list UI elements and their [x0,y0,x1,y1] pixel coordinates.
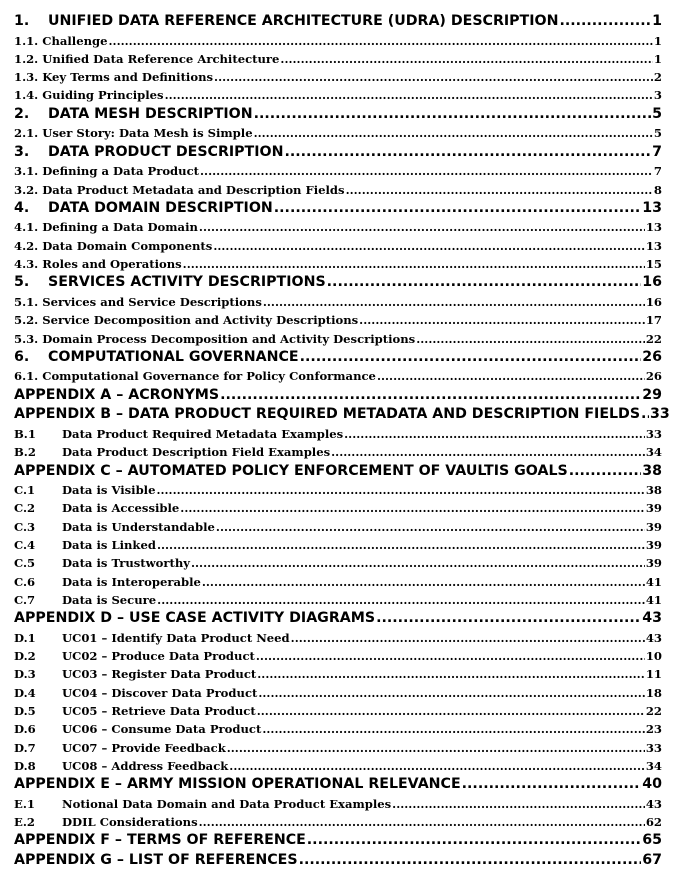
toc-entry-page-number: 26 [645,369,662,384]
toc-entry[interactable] [14,237,662,255]
dot-leader [263,293,645,311]
toc-entry-number: 4. [14,199,30,216]
toc-entry-title: Data Product Description Field Examples [62,445,331,460]
dot-leader [165,86,653,104]
dot-leader [359,311,645,329]
toc-entry-title: Guiding Principles [42,88,164,103]
toc-entry-title: UC07 – Provide Feedback [62,740,226,755]
toc-entry[interactable] [14,720,662,738]
toc-entry-page-number: 33 [650,406,670,423]
dot-leader [344,425,645,443]
toc-entry-page-number: 22 [645,331,662,346]
toc-entry-title: DDIL Considerations [62,815,198,830]
toc-entry-page-number: 2 [653,70,662,85]
toc-entry[interactable] [14,739,662,757]
toc-entry-page-number: 67 [642,851,662,868]
dot-leader [641,405,649,425]
dot-leader [257,665,645,683]
toc-entry-title: APPENDIX B – DATA PRODUCT REQUIRED METADATA AND DESCRIPTION FIELDS [14,406,641,423]
dot-leader [280,50,653,68]
toc-entry[interactable] [14,795,662,813]
dot-leader [327,273,642,293]
toc-entry-title: Unified Data Reference Architecture [42,51,280,66]
toc-entry[interactable] [14,293,662,311]
dot-leader [157,536,645,554]
toc-entry-page-number: 43 [645,796,662,811]
toc-entry-page-number: 7 [652,143,662,160]
toc-entry-title: Data is Understandable [62,519,215,534]
dot-leader [346,181,653,199]
toc-entry-title: UC08 – Address Feedback [62,758,229,773]
toc-entry[interactable] [14,499,662,517]
toc-entry[interactable] [14,591,662,609]
toc-entry-title: UC06 – Consume Data Product [62,722,262,737]
toc-entry-number: D.3 [14,667,36,682]
toc-entry-number: 5.1. [14,294,39,309]
dot-leader [200,162,653,180]
toc-entry-page-number: 17 [645,313,662,328]
toc-entry-page-number: 3 [653,88,662,103]
toc-entry-page-number: 43 [645,630,662,645]
dot-leader [229,757,645,775]
toc-entry-page-number: 38 [642,462,662,479]
toc-entry-page-number: 1 [653,51,662,66]
toc-entry-title: UC03 – Register Data Product [62,667,257,682]
toc-entry[interactable] [14,702,662,720]
dot-leader [199,813,645,831]
dot-leader [180,499,645,517]
toc-entry-page-number: 39 [645,501,662,516]
dot-leader [377,367,645,385]
toc-entry[interactable] [14,813,662,831]
toc-entry-title: Data Domain Components [42,238,213,253]
toc-entry-title: Defining a Data Product [42,164,200,179]
toc-entry[interactable] [14,518,662,536]
dot-leader [559,12,651,32]
toc-entry[interactable] [14,554,662,572]
toc-entry-number: 2.1. [14,126,39,141]
toc-entry[interactable] [14,481,662,499]
dot-leader [220,386,641,406]
toc-entry-number: D.1 [14,630,36,645]
toc-heading[interactable] [14,831,662,851]
dot-leader [214,68,653,86]
toc-entry-title: Data is Visible [62,483,156,498]
toc-heading[interactable] [14,405,670,425]
toc-heading[interactable] [14,143,662,163]
toc-entry-number: C.2 [14,501,36,516]
dot-leader [202,573,645,591]
toc-entry-number: 3.1. [14,164,39,179]
dot-leader [256,647,645,665]
toc-entry-title: Computational Governance for Policy Conformance [42,369,376,384]
toc-heading[interactable] [14,105,662,125]
dot-leader [569,462,642,482]
table-of-contents [14,12,670,871]
toc-entry-title: Data Product Metadata and Description Fields [42,182,345,197]
toc-entry-page-number: 1 [653,33,662,48]
dot-leader [299,851,642,871]
toc-entry-number: 6. [14,348,30,365]
toc-entry-number: E.2 [14,815,35,830]
toc-entry-title: Data is Interoperable [62,574,201,589]
dot-leader [109,32,653,50]
toc-entry-page-number: 15 [645,257,662,272]
toc-entry[interactable] [14,68,662,86]
toc-entry-title: UC05 – Retrieve Data Product [62,703,256,718]
toc-entry-title: APPENDIX A – ACRONYMS [14,386,220,403]
toc-entry-page-number: 5 [652,105,662,122]
toc-heading[interactable] [14,273,662,293]
toc-entry-title: Challenge [42,33,108,48]
dot-leader [331,443,645,461]
toc-entry-title: APPENDIX F – TERMS OF REFERENCE [14,832,306,849]
toc-entry-title: UNIFIED DATA REFERENCE ARCHITECTURE (UDRA) DESCRIPTION [48,13,559,29]
toc-entry-title: COMPUTATIONAL GOVERNANCE [48,348,299,365]
toc-entry[interactable] [14,162,662,180]
toc-entry-page-number: 34 [645,758,662,773]
toc-entry-number: 4.2. [14,238,39,253]
toc-entry-number: 1.4. [14,88,39,103]
toc-entry-title: Notional Data Domain and Data Product Examples [62,796,392,811]
toc-entry-page-number: 38 [645,483,662,498]
toc-entry[interactable] [14,32,662,50]
dot-leader [307,831,641,851]
toc-entry-page-number: 8 [653,182,662,197]
toc-entry-page-number: 23 [645,722,662,737]
toc-entry-page-number: 16 [642,274,662,291]
dot-leader [183,255,645,273]
toc-entry-number: D.4 [14,685,36,700]
toc-entry[interactable] [14,665,662,683]
toc-entry-number: C.6 [14,574,36,589]
toc-entry-title: User Story: Data Mesh is Simple [42,126,253,141]
toc-entry-page-number: 33 [645,740,662,755]
dot-leader [254,124,653,142]
toc-entry-title: Defining a Data Domain [42,220,198,235]
toc-entry[interactable] [14,181,662,199]
toc-entry-number: C.1 [14,483,36,498]
toc-entry[interactable] [14,124,662,142]
toc-entry-page-number: 62 [645,815,662,830]
toc-entry-page-number: 7 [653,164,662,179]
toc-entry-number: D.8 [14,758,36,773]
dot-leader [392,795,645,813]
toc-entry-number: 4.1. [14,220,39,235]
toc-entry-page-number: 34 [645,445,662,460]
toc-entry-title: APPENDIX G – LIST OF REFERENCES [14,851,298,868]
toc-entry-title: Data is Trustworthy [62,556,190,571]
toc-entry-page-number: 22 [645,703,662,718]
toc-entry[interactable] [14,684,662,702]
toc-entry-number: D.6 [14,722,36,737]
toc-entry-title: Key Terms and Definitions [42,70,214,85]
dot-leader [258,684,645,702]
dot-leader [274,199,641,219]
dot-leader [262,720,645,738]
toc-entry[interactable] [14,425,662,443]
toc-heading[interactable] [14,386,662,406]
toc-entry[interactable] [14,573,662,591]
toc-entry-number: 3.2. [14,182,39,197]
toc-entry[interactable] [14,50,662,68]
toc-entry-title: Data Product Required Metadata Examples [62,426,344,441]
toc-entry-title: DATA PRODUCT DESCRIPTION [48,143,284,160]
toc-entry-number: 1.2. [14,51,39,66]
toc-entry-page-number: 1 [652,13,662,29]
dot-leader [257,702,645,720]
toc-entry-title: APPENDIX E – ARMY MISSION OPERATIONAL RELEVANCE [14,776,461,793]
toc-entry-title: Roles and Operations [42,257,182,272]
dot-leader [462,775,642,795]
dot-leader [376,609,641,629]
dot-leader [156,481,644,499]
toc-entry-number: E.1 [14,796,35,811]
toc-heading[interactable] [14,775,662,795]
toc-entry-number: 1.3. [14,70,39,85]
toc-entry-title: DATA MESH DESCRIPTION [48,105,253,122]
toc-entry-number: D.2 [14,649,36,664]
toc-entry-title: Services and Service Descriptions [42,294,262,309]
toc-entry-title: UC02 – Produce Data Product [62,649,255,664]
toc-entry-number: 5. [14,274,30,291]
toc-entry-page-number: 13 [645,220,662,235]
toc-entry-page-number: 41 [645,574,662,589]
dot-leader [157,591,645,609]
toc-entry-number: B.2 [14,445,36,460]
toc-entry[interactable] [14,86,662,104]
toc-entry-title: UC01 – Identify Data Product Need [62,630,290,645]
toc-entry-page-number: 13 [642,199,662,216]
toc-entry-title: APPENDIX C – AUTOMATED POLICY ENFORCEMENT OF VAULTIS GOALS [14,462,568,479]
dot-leader [284,143,651,163]
toc-entry-number: 1. [14,13,30,29]
toc-heading[interactable] [14,462,662,482]
toc-entry[interactable] [14,311,662,329]
toc-entry-page-number: 26 [642,348,662,365]
toc-entry-page-number: 33 [645,426,662,441]
toc-heading[interactable] [14,199,662,219]
toc-entry-page-number: 13 [645,238,662,253]
dot-leader [300,348,642,368]
toc-entry-number: C.3 [14,519,36,534]
dot-leader [291,629,645,647]
toc-entry-page-number: 39 [645,519,662,534]
toc-entry[interactable] [14,255,662,273]
toc-heading[interactable] [14,348,662,368]
toc-entry-title: Data is Accessible [62,501,180,516]
dot-leader [213,237,645,255]
toc-entry-number: 5.3. [14,331,39,346]
toc-entry-page-number: 10 [645,649,662,664]
dot-leader [227,739,645,757]
toc-entry-page-number: 40 [642,776,662,793]
toc-entry[interactable] [14,629,662,647]
toc-entry-number: D.5 [14,703,36,718]
toc-entry-number: B.1 [14,426,36,441]
toc-entry-number: C.7 [14,592,36,607]
toc-entry-number: 4.3. [14,257,39,272]
toc-entry-page-number: 43 [642,610,662,627]
toc-entry-number: 3. [14,143,30,160]
toc-entry[interactable] [14,757,662,775]
toc-heading[interactable] [14,12,662,32]
toc-entry-title: DATA DOMAIN DESCRIPTION [48,199,273,216]
toc-entry-number: C.4 [14,537,36,552]
toc-entry-title: UC04 – Discover Data Product [62,685,258,700]
toc-entry-page-number: 39 [645,537,662,552]
toc-entry-page-number: 39 [645,556,662,571]
toc-entry-title: Data is Secure [62,592,157,607]
toc-entry-title: Domain Process Decomposition and Activity Descriptions [42,331,416,346]
toc-entry-page-number: 65 [642,832,662,849]
dot-leader [216,518,645,536]
toc-heading[interactable] [14,851,662,871]
toc-entry[interactable] [14,536,662,554]
toc-entry-page-number: 11 [645,667,662,682]
toc-entry-title: APPENDIX D – USE CASE ACTIVITY DIAGRAMS [14,610,376,627]
toc-entry-page-number: 16 [645,294,662,309]
toc-entry-number: 5.2. [14,313,39,328]
toc-entry-page-number: 41 [645,592,662,607]
toc-entry-title: SERVICES ACTIVITY DESCRIPTIONS [48,274,326,291]
dot-leader [191,554,645,572]
toc-entry[interactable] [14,367,662,385]
toc-entry[interactable] [14,218,662,236]
toc-entry-page-number: 18 [645,685,662,700]
dot-leader [199,218,645,236]
toc-entry-number: 2. [14,105,30,122]
toc-entry-number: 6.1. [14,369,39,384]
toc-heading[interactable] [14,609,662,629]
toc-entry-page-number: 5 [653,126,662,141]
dot-leader [254,105,652,125]
toc-entry-title: Data is Linked [62,537,156,552]
toc-entry-number: C.5 [14,556,36,571]
toc-entry[interactable] [14,330,662,348]
toc-entry-page-number: 29 [642,386,662,403]
dot-leader [416,330,645,348]
toc-entry-number: 1.1. [14,33,39,48]
toc-entry-title: Service Decomposition and Activity Descriptions [42,313,359,328]
toc-entry-number: D.7 [14,740,36,755]
toc-entry[interactable] [14,647,662,665]
toc-entry[interactable] [14,443,662,461]
